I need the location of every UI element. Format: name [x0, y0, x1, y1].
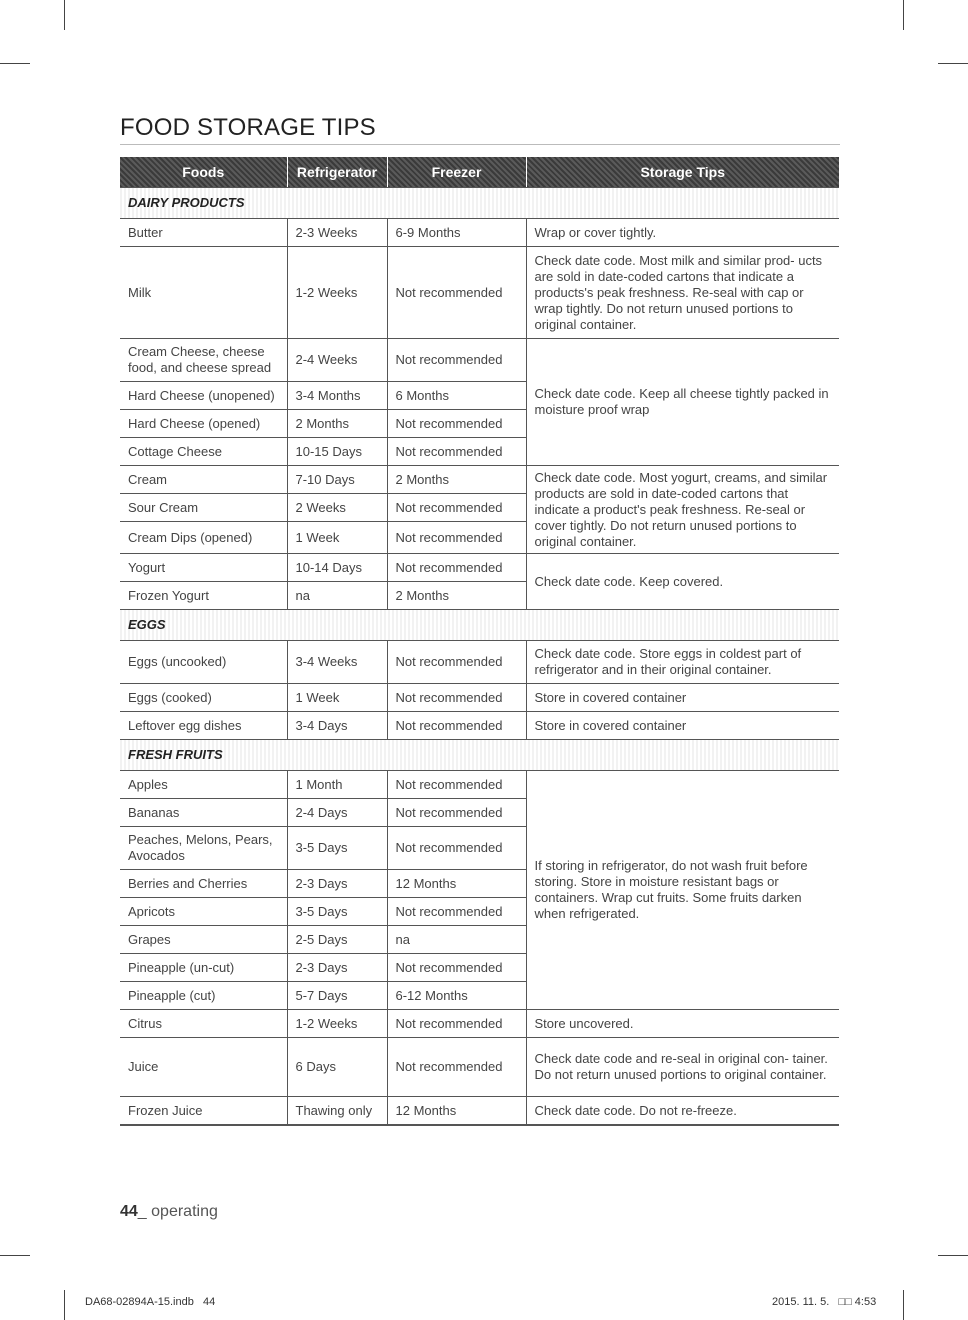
page-footer [120, 1203, 218, 1221]
refrigerator-cell: 1 Week [287, 684, 387, 712]
header-foods: Foods [120, 157, 287, 188]
tip-cell: Store in covered container [526, 712, 839, 740]
food-cell: Hard Cheese (unopened) [120, 382, 287, 410]
food-cell: Cream Cheese, cheese food, and cheese spread [120, 339, 287, 382]
food-cell: Yogurt [120, 554, 287, 582]
crop-mark [903, 1290, 904, 1320]
crop-mark [0, 1255, 30, 1256]
food-cell: Cream [120, 466, 287, 494]
refrigerator-cell: 1-2 Weeks [287, 1010, 387, 1038]
food-cell: Hard Cheese (opened) [120, 410, 287, 438]
refrigerator-cell: 10-15 Days [287, 438, 387, 466]
freezer-cell: Not recommended [387, 641, 526, 684]
refrigerator-cell: 2-3 Days [287, 870, 387, 898]
food-cell: Milk [120, 247, 287, 339]
freezer-cell: Not recommended [387, 522, 526, 554]
tip-cell: Check date code. Do not re-freeze. [526, 1097, 839, 1126]
food-cell: Cream Dips (opened) [120, 522, 287, 554]
table-row [120, 219, 839, 247]
header-storage-tips: Storage Tips [526, 157, 839, 188]
freezer-cell: Not recommended [387, 494, 526, 522]
print-slug-file: DA68-02894A-15.indb 44 [85, 1296, 216, 1308]
table-row [120, 712, 839, 740]
table-row [120, 1010, 839, 1038]
freezer-cell: Not recommended [387, 410, 526, 438]
freezer-cell: Not recommended [387, 1010, 526, 1038]
refrigerator-cell: 2 Weeks [287, 494, 387, 522]
table-row [120, 641, 839, 684]
freezer-cell: 6-9 Months [387, 219, 526, 247]
refrigerator-cell: 2-5 Days [287, 926, 387, 954]
crop-mark [938, 1255, 968, 1256]
refrigerator-cell: 3-4 Days [287, 712, 387, 740]
crop-mark [0, 63, 30, 64]
table-header-row [120, 157, 839, 188]
freezer-cell: 6 Months [387, 382, 526, 410]
refrigerator-cell: 5-7 Days [287, 982, 387, 1010]
food-cell: Berries and Cherries [120, 870, 287, 898]
freezer-cell: Not recommended [387, 554, 526, 582]
freezer-cell: Not recommended [387, 799, 526, 827]
header-freezer: Freezer [387, 157, 526, 188]
tip-cell: Wrap or cover tightly. [526, 219, 839, 247]
freezer-cell: 2 Months [387, 582, 526, 610]
crop-mark [64, 0, 65, 30]
food-cell: Eggs (cooked) [120, 684, 287, 712]
crop-mark [64, 1290, 65, 1320]
table-row [120, 684, 839, 712]
crop-mark [938, 63, 968, 64]
refrigerator-cell: 1 Month [287, 771, 387, 799]
food-cell: Pineapple (cut) [120, 982, 287, 1010]
freezer-cell: Not recommended [387, 771, 526, 799]
refrigerator-cell: 3-5 Days [287, 827, 387, 870]
header-refrigerator: Refrigerator [287, 157, 387, 188]
refrigerator-cell: 10-14 Days [287, 554, 387, 582]
crop-mark [903, 0, 904, 30]
food-cell: Cottage Cheese [120, 438, 287, 466]
tip-cell: Check date code. Most milk and similar prod- ucts are sold in date-coded cartons that indicate a products's peak freshness. Re-seal with cap or wrap tightly. Do not return unused portions to original container. [526, 247, 839, 339]
section-heading: DAIRY PRODUCTS [120, 188, 839, 219]
refrigerator-cell: 3-4 Months [287, 382, 387, 410]
table-row [120, 339, 839, 382]
freezer-cell: Not recommended [387, 438, 526, 466]
table-row [120, 771, 839, 799]
freezer-cell: Not recommended [387, 1038, 526, 1097]
refrigerator-cell: 3-4 Weeks [287, 641, 387, 684]
table-row [120, 554, 839, 582]
freezer-cell: Not recommended [387, 684, 526, 712]
food-cell: Grapes [120, 926, 287, 954]
food-cell: Apples [120, 771, 287, 799]
tip-cell: Check date code. Keep all cheese tightly packed in moisture proof wrap [526, 339, 839, 466]
food-cell: Leftover egg dishes [120, 712, 287, 740]
refrigerator-cell: 6 Days [287, 1038, 387, 1097]
refrigerator-cell: 2-4 Days [287, 799, 387, 827]
section-row-eggs [120, 610, 839, 641]
section-heading: EGGS [120, 610, 839, 641]
freezer-cell: 12 Months [387, 1097, 526, 1126]
section-row-dairy [120, 188, 839, 219]
freezer-cell: Not recommended [387, 247, 526, 339]
section-row-fruits [120, 740, 839, 771]
refrigerator-cell: 2-4 Weeks [287, 339, 387, 382]
section-heading: FRESH FRUITS [120, 740, 839, 771]
refrigerator-cell: 2-3 Weeks [287, 219, 387, 247]
tip-cell: Check date code and re-seal in original con- tainer. Do not return unused portions to original container. [526, 1038, 839, 1097]
freezer-cell: 2 Months [387, 466, 526, 494]
freezer-cell: 12 Months [387, 870, 526, 898]
refrigerator-cell: 3-5 Days [287, 898, 387, 926]
food-cell: Sour Cream [120, 494, 287, 522]
food-storage-table [120, 157, 839, 1126]
refrigerator-cell: 1 Week [287, 522, 387, 554]
freezer-cell: Not recommended [387, 712, 526, 740]
tip-cell: Check date code. Store eggs in coldest part of refrigerator and in their original container. [526, 641, 839, 684]
freezer-cell: na [387, 926, 526, 954]
food-cell: Butter [120, 219, 287, 247]
tip-cell: Check date code. Keep covered. [526, 554, 839, 610]
food-cell: Peaches, Melons, Pears, Avocados [120, 827, 287, 870]
refrigerator-cell: 2-3 Days [287, 954, 387, 982]
freezer-cell: Not recommended [387, 827, 526, 870]
page-number: 44 [120, 1203, 138, 1220]
food-cell: Frozen Juice [120, 1097, 287, 1126]
refrigerator-cell: 1-2 Weeks [287, 247, 387, 339]
table-row [120, 1097, 839, 1126]
refrigerator-cell: na [287, 582, 387, 610]
tip-cell: Store in covered container [526, 684, 839, 712]
refrigerator-cell: 7-10 Days [287, 466, 387, 494]
food-cell: Bananas [120, 799, 287, 827]
food-cell: Eggs (uncooked) [120, 641, 287, 684]
freezer-cell: Not recommended [387, 339, 526, 382]
page-title: FOOD STORAGE TIPS [120, 114, 840, 145]
refrigerator-cell: Thawing only [287, 1097, 387, 1126]
food-cell: Frozen Yogurt [120, 582, 287, 610]
tip-cell: Store uncovered. [526, 1010, 839, 1038]
freezer-cell: 6-12 Months [387, 982, 526, 1010]
freezer-cell: Not recommended [387, 954, 526, 982]
food-cell: Citrus [120, 1010, 287, 1038]
tip-cell: Check date code. Most yogurt, creams, and similar products are sold in date-coded cartons that indicate a product's peak freshness. Re-seal or cover tightly. Do not return unused portions to original container. [526, 466, 839, 554]
freezer-cell: Not recommended [387, 898, 526, 926]
tip-cell: If storing in refrigerator, do not wash fruit before storing. Store in moisture resistant bags or containers. Wrap cut fruits. Some fruits darken when refrigerated. [526, 771, 839, 1010]
table-row [120, 466, 839, 494]
table-row [120, 247, 839, 339]
food-cell: Apricots [120, 898, 287, 926]
table-row [120, 1038, 839, 1097]
print-slug-date: 2015. 11. 5. □□ 4:53 [772, 1296, 877, 1308]
food-cell: Juice [120, 1038, 287, 1097]
food-cell: Pineapple (un-cut) [120, 954, 287, 982]
section-label: _ operating [137, 1203, 218, 1220]
refrigerator-cell: 2 Months [287, 410, 387, 438]
